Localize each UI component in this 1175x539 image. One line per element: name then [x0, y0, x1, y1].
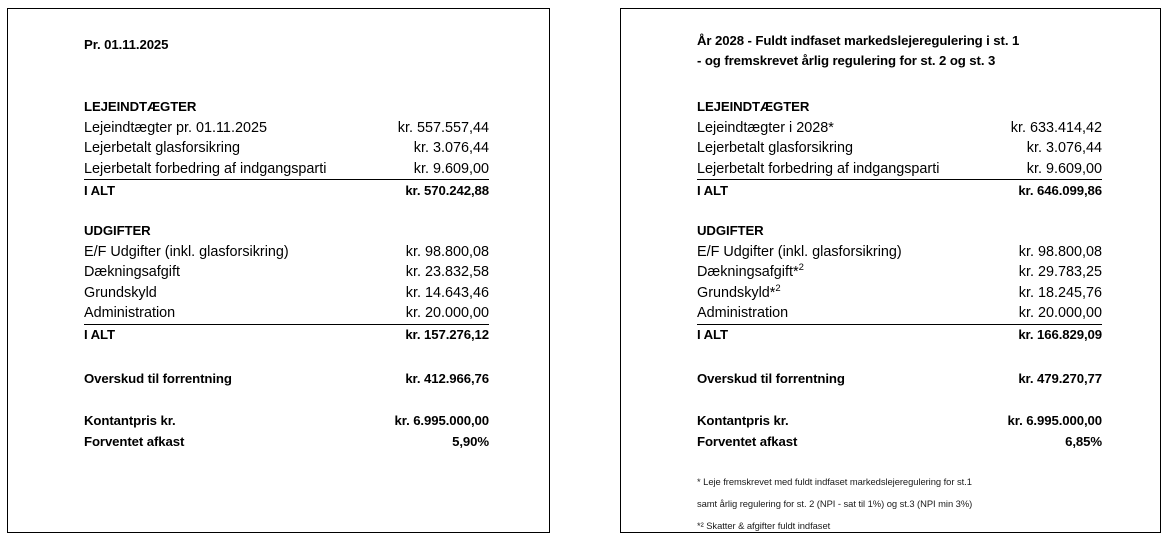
- row-label: Administration: [697, 305, 789, 321]
- table-row: [697, 118, 1102, 139]
- left-profit-row: [84, 369, 489, 390]
- row-value: kr. 18.245,76: [1018, 284, 1102, 301]
- right-price-section: [697, 411, 1102, 452]
- row-value: kr. 479.270,77: [1018, 371, 1102, 386]
- row-label: I ALT: [84, 327, 115, 342]
- row-value: kr. 98.800,08: [405, 243, 489, 260]
- table-row: [697, 283, 1102, 304]
- row-label-superscript: 2: [798, 262, 804, 274]
- left-expenses-total-row: [84, 324, 489, 346]
- row-label: Lejerbetalt glasforsikring: [84, 140, 240, 156]
- row-value: 5,90%: [452, 433, 489, 449]
- row-value: kr. 9.609,00: [413, 160, 489, 177]
- table-row: [697, 262, 1102, 283]
- row-value: kr. 557.557,44: [397, 119, 489, 136]
- row-value: kr. 20.000,00: [1018, 305, 1102, 321]
- row-value: kr. 9.609,00: [1026, 160, 1102, 177]
- right-income-section: [697, 97, 1102, 201]
- footnote-2: samt årlig regulering for st. 2 (NPI - sat til 1%) og st.3 (NPI min 3%): [697, 498, 973, 509]
- left-yield-row: [84, 432, 489, 453]
- row-value: kr. 23.832,58: [405, 264, 489, 280]
- right-income-heading: LEJEINDTÆGTER: [697, 99, 810, 114]
- row-label: Administration: [84, 305, 176, 321]
- right-expenses-section: [697, 221, 1102, 346]
- row-label: Lejeindtægter i 2028*: [697, 119, 834, 136]
- row-value: kr. 14.643,46: [405, 284, 489, 301]
- row-label-superscript: 2: [775, 282, 781, 294]
- row-value: kr. 20.000,00: [405, 305, 489, 321]
- right-price-row: [697, 411, 1102, 432]
- table-row: [697, 303, 1102, 324]
- row-value: kr. 633.414,42: [1010, 119, 1102, 136]
- row-label: Dækningsafgift: [84, 264, 180, 280]
- left-income-heading: LEJEINDTÆGTER: [84, 99, 197, 114]
- row-label: Forventet afkast: [697, 433, 798, 449]
- row-label: Overskud til forrentning: [84, 371, 232, 386]
- left-profit-section: [84, 369, 489, 390]
- row-label: Dækningsafgift*: [697, 264, 799, 280]
- row-value: kr. 157.276,12: [405, 327, 489, 342]
- row-label: Overskud til forrentning: [697, 371, 845, 386]
- row-value: kr. 3.076,44: [1026, 140, 1102, 156]
- left-price-row: [84, 411, 489, 432]
- footnotes-block: [697, 471, 1117, 537]
- row-value: 6,85%: [1065, 433, 1102, 449]
- right-income-total-row: [697, 179, 1102, 201]
- right-profit-section: [697, 369, 1102, 390]
- row-label: Lejerbetalt forbedring af indgangsparti: [84, 160, 327, 177]
- table-row: [697, 242, 1102, 263]
- row-value: kr. 29.783,25: [1018, 264, 1102, 280]
- left-price-section: [84, 411, 489, 452]
- table-row: [697, 159, 1102, 180]
- row-value: kr. 3.076,44: [413, 140, 489, 156]
- row-value: kr. 166.829,09: [1018, 327, 1102, 342]
- table-row: [84, 303, 489, 324]
- row-label: Kontantpris kr.: [697, 413, 789, 428]
- row-label: Kontantpris kr.: [84, 413, 176, 428]
- row-label: I ALT: [697, 327, 728, 342]
- right-expenses-total-row: [697, 324, 1102, 346]
- row-value: kr. 646.099,86: [1018, 182, 1102, 198]
- row-label: Lejeindtægter pr. 01.11.2025: [84, 119, 267, 136]
- table-row: [697, 138, 1102, 159]
- left-expenses-section: [84, 221, 489, 346]
- row-value: kr. 412.966,76: [405, 371, 489, 386]
- right-yield-row: [697, 432, 1102, 453]
- row-label: Grundskyld*: [697, 284, 776, 301]
- footnote-3: *² Skatter & afgifter fuldt indfaset: [697, 520, 831, 531]
- row-value: kr. 570.242,88: [405, 182, 489, 198]
- right-panel-title-line2: - og fremskrevet årlig regulering for st. 2 og st. 3: [697, 53, 996, 68]
- table-row: [84, 138, 489, 159]
- table-row: [84, 242, 489, 263]
- right-panel-title-line1: År 2028 - Fuldt indfaset markedslejeregulering i st. 1: [697, 33, 1020, 48]
- row-label: Grundskyld: [84, 284, 157, 301]
- left-income-total-row: [84, 179, 489, 201]
- table-row: [84, 262, 489, 283]
- table-row: [84, 118, 489, 139]
- projected-valuation-panel: [620, 8, 1161, 533]
- row-label: Forventet afkast: [84, 433, 185, 449]
- left-panel-title: Pr. 01.11.2025: [84, 37, 169, 52]
- row-label: E/F Udgifter (inkl. glasforsikring): [697, 243, 902, 260]
- row-label: Lejerbetalt glasforsikring: [697, 140, 853, 156]
- current-valuation-panel: [7, 8, 550, 533]
- row-value: kr. 98.800,08: [1018, 243, 1102, 260]
- footnote-1: * Leje fremskrevet med fuldt indfaset markedslejeregulering for st.1: [697, 476, 972, 487]
- row-label: I ALT: [84, 182, 115, 198]
- right-profit-row: [697, 369, 1102, 390]
- row-value: kr. 6.995.000,00: [1007, 413, 1102, 428]
- row-label: E/F Udgifter (inkl. glasforsikring): [84, 243, 289, 260]
- left-expenses-heading: UDGIFTER: [84, 223, 151, 238]
- right-panel-title: [697, 33, 1019, 68]
- right-expenses-heading: UDGIFTER: [697, 223, 764, 238]
- table-row: [84, 159, 489, 180]
- row-value: kr. 6.995.000,00: [394, 413, 489, 428]
- left-income-section: [84, 97, 489, 201]
- row-label: Lejerbetalt forbedring af indgangsparti: [697, 160, 940, 177]
- row-label: I ALT: [697, 182, 728, 198]
- table-row: [84, 283, 489, 304]
